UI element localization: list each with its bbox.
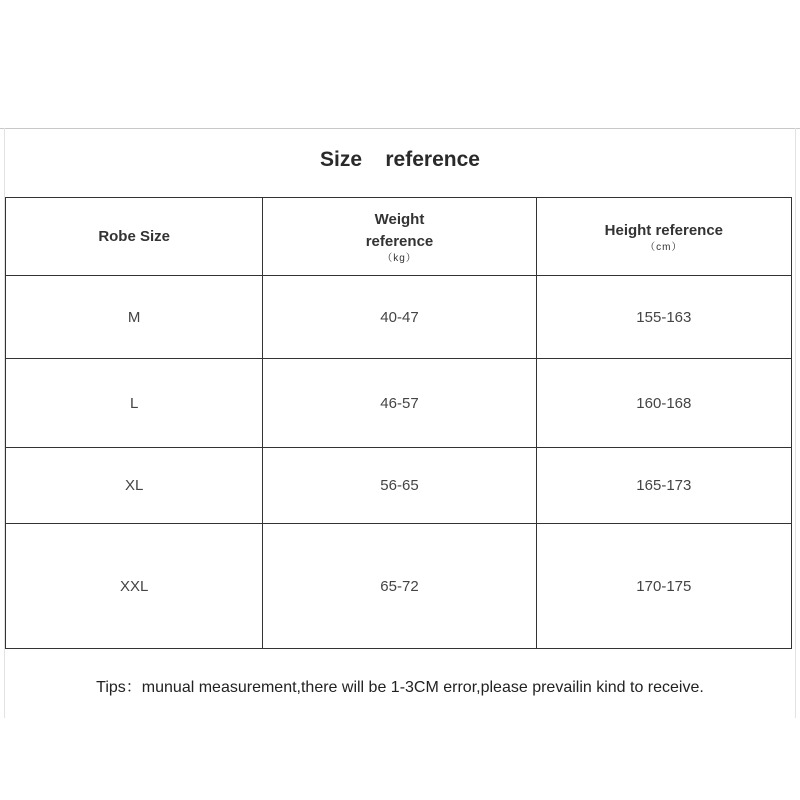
- cell-size: XXL: [6, 524, 263, 649]
- header-robe-size: Robe Size: [6, 198, 263, 276]
- size-table: [5, 197, 792, 649]
- cell-size: XL: [6, 448, 263, 524]
- header-weight-unit: （kg）: [382, 252, 417, 264]
- table-row: [6, 524, 792, 649]
- cell-height: 170-175: [536, 524, 791, 649]
- cell-size: L: [6, 359, 263, 448]
- cell-weight: 56-65: [263, 448, 536, 524]
- table-row: [6, 448, 792, 524]
- table-row: [6, 276, 792, 359]
- header-height-unit: （cm）: [645, 241, 683, 253]
- header-height-label: Height reference: [604, 221, 724, 239]
- frame-right-border: [795, 128, 796, 718]
- header-weight-reference: [263, 198, 536, 276]
- header-weight-line1: Weight: [374, 210, 425, 228]
- tips-note: Tips：munual measurement,there will be 1-3CM error,please prevailin kind to receive.: [96, 679, 704, 696]
- header-weight-line2: reference: [365, 232, 434, 250]
- cell-weight: 46-57: [263, 359, 536, 448]
- cell-weight: 40-47: [263, 276, 536, 359]
- cell-height: 155-163: [536, 276, 791, 359]
- table-row: [6, 359, 792, 448]
- cell-height: 160-168: [536, 359, 791, 448]
- cell-size: M: [6, 276, 263, 359]
- table-header-row: [6, 198, 792, 276]
- header-height-reference: [536, 198, 791, 276]
- cell-height: 165-173: [536, 448, 791, 524]
- cell-weight: 65-72: [263, 524, 536, 649]
- page-title: Size reference: [320, 148, 480, 171]
